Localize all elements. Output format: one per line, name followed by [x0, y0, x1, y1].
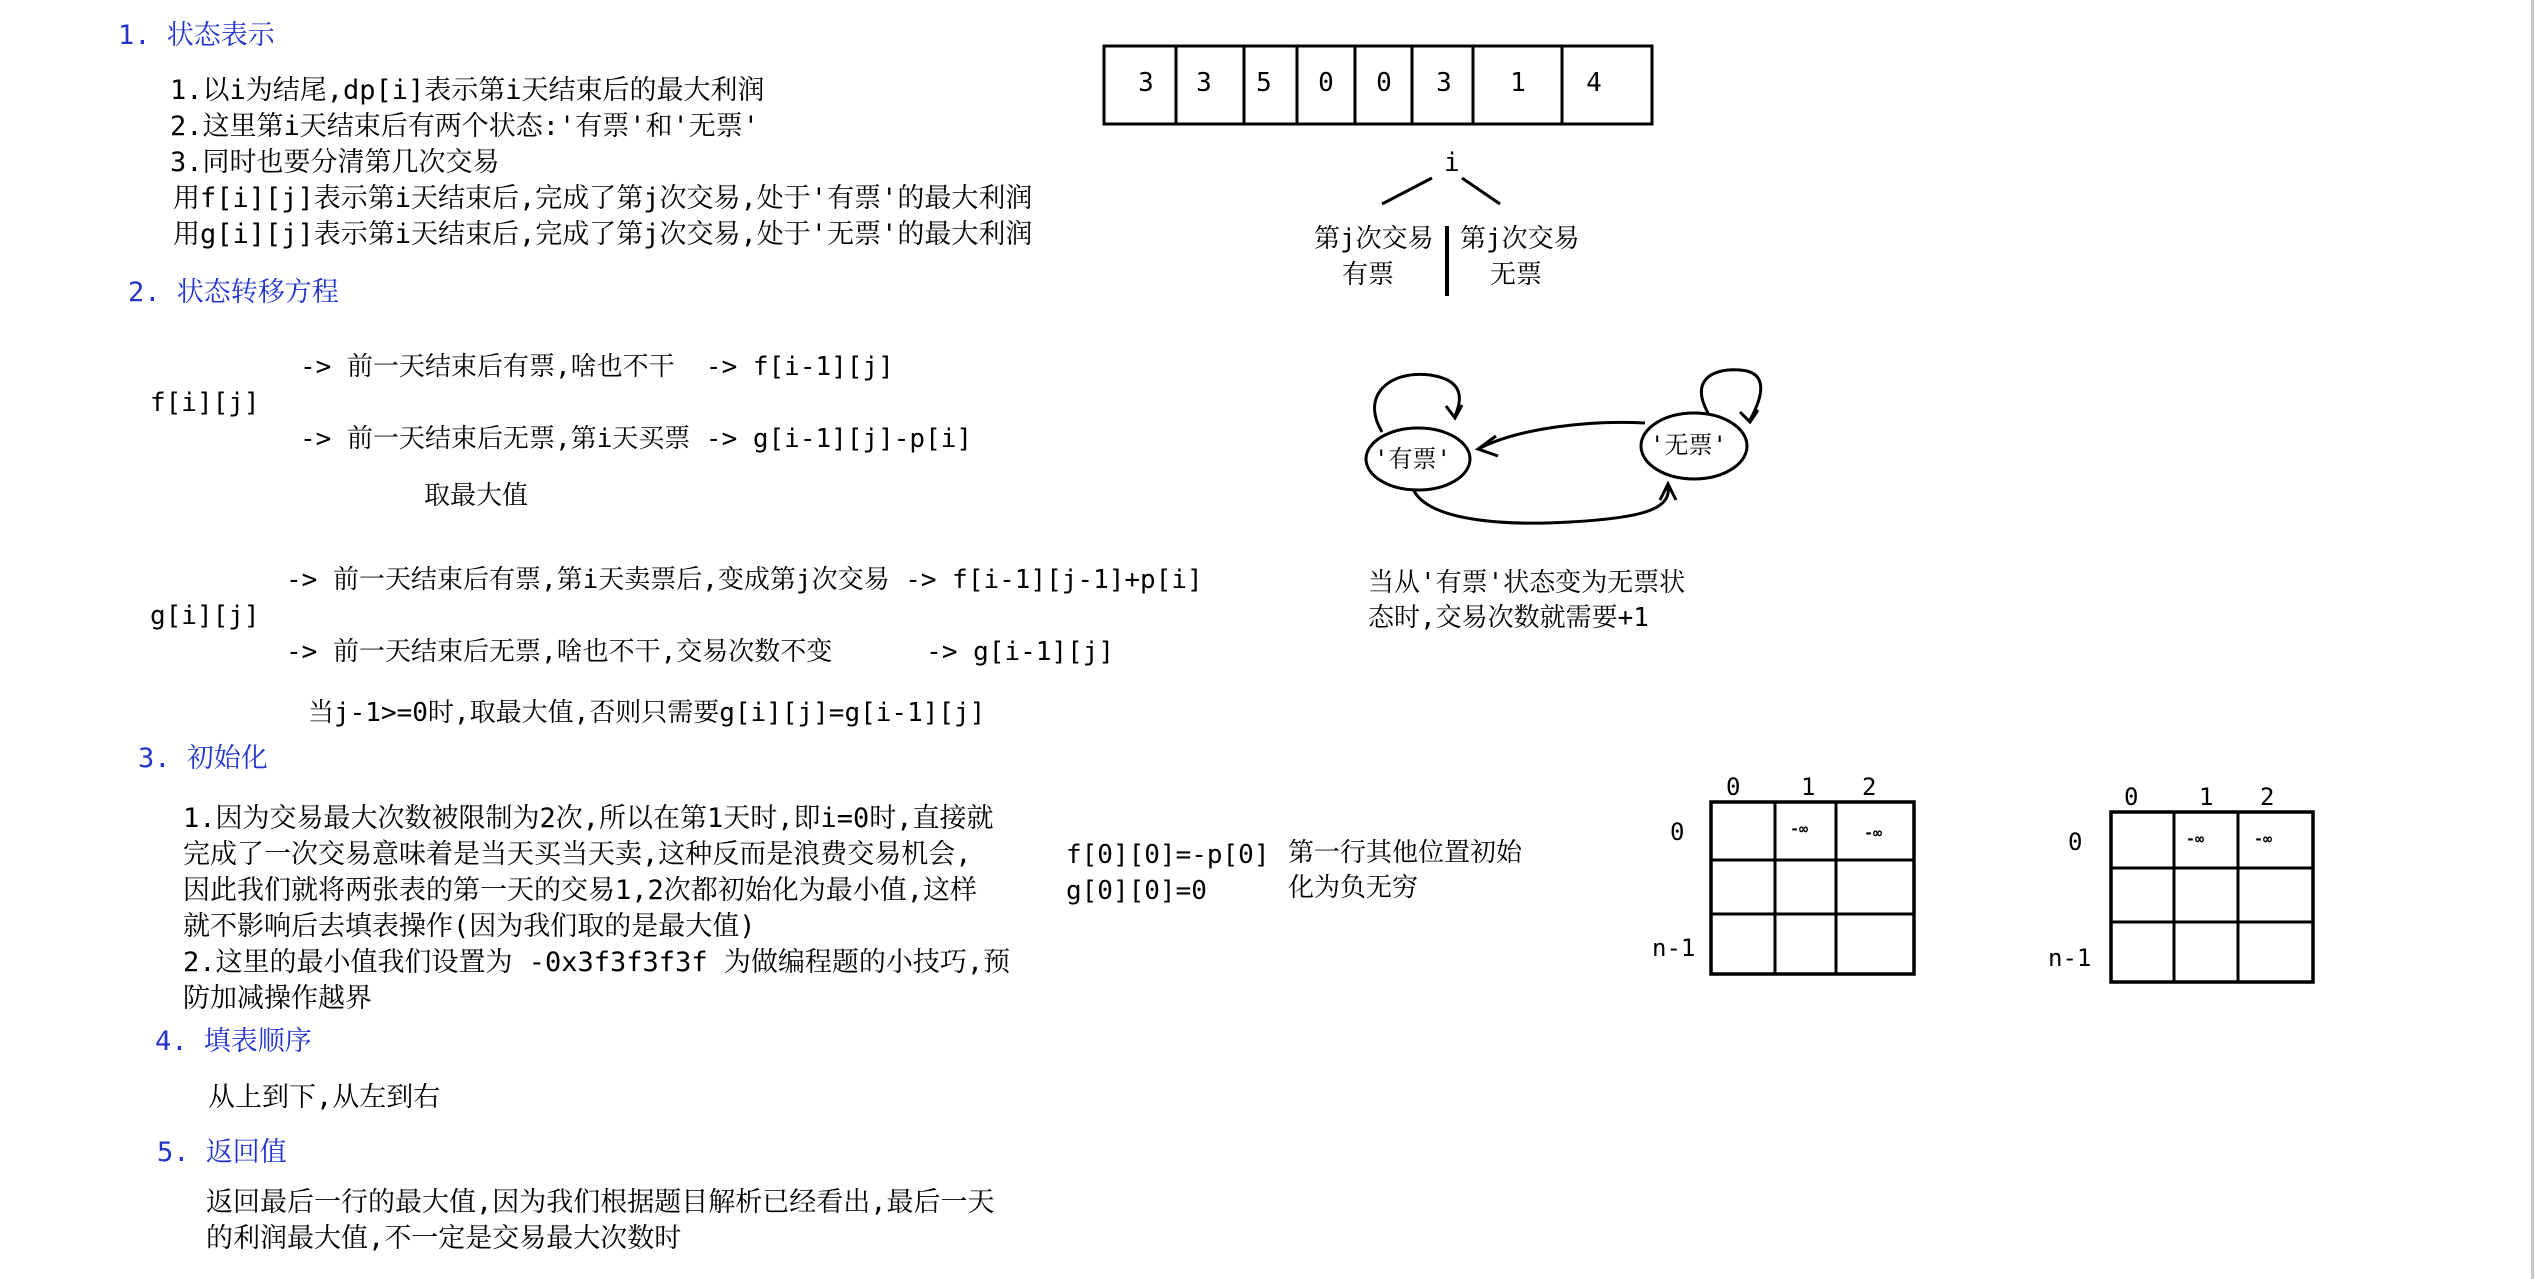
split-right-line-2: 无票 — [1490, 260, 1543, 290]
section-1-line-3: 3.同时也要分清第几次交易 — [170, 147, 500, 178]
section-4-title: 4. 填表顺序 — [155, 1026, 312, 1057]
table-2-grid — [2111, 812, 2313, 982]
price-cell-7: 4 — [1586, 68, 1602, 98]
section-1-line-1: 1.以i为结尾,dp[i]表示第i天结束后的最大利润 — [170, 75, 765, 106]
init-note-1: 第一行其他位置初始 — [1288, 838, 1523, 868]
section-3-line-4: 就不影响后去填表操作(因为我们取的是最大值) — [183, 911, 756, 942]
section-5-title: 5. 返回值 — [157, 1137, 287, 1168]
table-2-neg-inf-2: -∞ — [2254, 830, 2273, 848]
section-1-line-5: 用g[i][j]表示第i天结束后,完成了第j次交易,处于'无票'的最大利润 — [173, 219, 1033, 250]
f-label: f[i][j] — [150, 388, 260, 418]
table-1-col-1: 1 — [1801, 773, 1816, 801]
split-right-stroke — [1462, 178, 1500, 204]
table-1-neg-inf-2: -∞ — [1864, 824, 1883, 842]
g-label: g[i][j] — [150, 601, 260, 631]
price-cell-1: 3 — [1196, 68, 1212, 98]
table-1-col-2: 2 — [1862, 773, 1877, 801]
table-1-row-0: 0 — [1670, 818, 1685, 846]
g-transition-1: -> 前一天结束后有票,第i天卖票后,变成第j次交易 -> f[i-1][j-1]+p[i] — [286, 565, 1203, 595]
section-4-line: 从上到下,从左到右 — [208, 1082, 441, 1113]
section-2-title: 2. 状态转移方程 — [128, 277, 339, 308]
arrow-none-to-have — [1480, 422, 1645, 448]
section-1-title: 1. 状态表示 — [118, 20, 275, 51]
init-f: f[0][0]=-p[0] — [1066, 840, 1270, 870]
state-have-label: '有票' — [1374, 445, 1451, 473]
f-transition-1: -> 前一天结束后有票,啥也不干 -> f[i-1][j] — [300, 352, 894, 382]
price-cell-6: 1 — [1510, 68, 1526, 98]
split-left-line-2: 有票 — [1342, 260, 1395, 290]
f-take-max-note: 取最大值 — [424, 481, 529, 511]
state-note-2: 态时,交易次数就需要+1 — [1368, 603, 1649, 633]
table-2-row-last: n-1 — [2048, 944, 2092, 972]
table-2-col-1: 1 — [2199, 783, 2214, 811]
price-cell-0: 3 — [1138, 68, 1154, 98]
table-2-col-0: 0 — [2124, 783, 2139, 811]
f-transition-2: -> 前一天结束后无票,第i天买票 -> g[i-1][j]-p[i] — [300, 424, 973, 454]
table-1-grid — [1711, 802, 1914, 974]
arrow-have-to-none — [1414, 486, 1668, 523]
self-loop-none — [1701, 370, 1760, 420]
self-loop-have — [1375, 374, 1460, 432]
state-note-1: 当从'有票'状态变为无票状 — [1368, 568, 1686, 598]
table-2-row-0: 0 — [2068, 828, 2083, 856]
price-cell-4: 0 — [1376, 68, 1392, 98]
split-left-stroke — [1382, 178, 1432, 204]
section-5-line-1: 返回最后一行的最大值,因为我们根据题目解析已经看出,最后一天 — [206, 1187, 995, 1218]
init-g: g[0][0]=0 — [1066, 876, 1207, 906]
table-2-neg-inf-1: -∞ — [2186, 830, 2205, 848]
state-none-label: '无票' — [1650, 431, 1727, 459]
section-3-line-2: 完成了一次交易意味着是当天买当天卖,这种反而是浪费交易机会, — [183, 839, 972, 870]
g-transition-2: -> 前一天结束后无票,啥也不干,交易次数不变 -> g[i-1][j] — [286, 637, 1115, 667]
section-3-line-5: 2.这里的最小值我们设置为 -0x3f3f3f3f 为做编程题的小技巧,预 — [183, 947, 1011, 978]
index-i-label: i — [1444, 148, 1460, 178]
table-1-row-last: n-1 — [1652, 934, 1696, 962]
section-3-title: 3. 初始化 — [138, 743, 268, 774]
section-3-line-6: 防加减操作越界 — [183, 983, 372, 1014]
split-left-line-1: 第j次交易 — [1314, 224, 1434, 254]
price-cell-2: 5 — [1256, 68, 1272, 98]
price-cell-5: 3 — [1436, 68, 1452, 98]
split-right-line-1: 第j次交易 — [1460, 224, 1580, 254]
price-cell-3: 0 — [1318, 68, 1334, 98]
section-1-line-4: 用f[i][j]表示第i天结束后,完成了第j次交易,处于'有票'的最大利润 — [173, 183, 1033, 214]
table-1-col-0: 0 — [1726, 773, 1741, 801]
table-1-neg-inf-1: -∞ — [1790, 820, 1809, 838]
init-note-2: 化为负无穷 — [1288, 873, 1419, 903]
section-5-line-2: 的利润最大值,不一定是交易最大次数时 — [206, 1223, 682, 1254]
g-condition-note: 当j-1>=0时,取最大值,否则只需要g[i][j]=g[i-1][j] — [308, 698, 986, 728]
section-3-line-1: 1.因为交易最大次数被限制为2次,所以在第1天时,即i=0时,直接就 — [183, 803, 994, 834]
table-2-col-2: 2 — [2260, 783, 2275, 811]
section-3-line-3: 因此我们就将两张表的第一天的交易1,2次都初始化为最小值,这样 — [183, 875, 978, 906]
section-1-line-2: 2.这里第i天结束后有两个状态:'有票'和'无票' — [170, 111, 760, 142]
